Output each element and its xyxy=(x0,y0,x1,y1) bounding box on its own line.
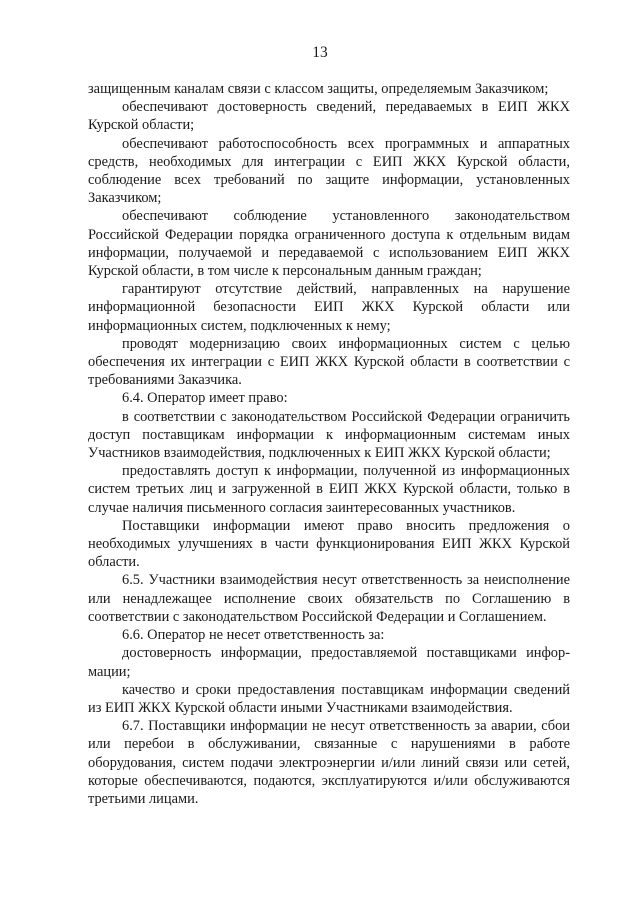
paragraph: качество и сроки предоставления поставщикам информации сведений из ЕИП ЖКХ Курской области иными Участниками взаимодействия. xyxy=(88,681,570,716)
section-6-7: 6.7. Поставщики информации не несут ответственность за аварии, сбои или перебои в обслуживании, связанные с нарушениями в работе оборудования, систем подачи электроэнергии и/или линий связи или сетей, которые обеспечиваются, подаются, эксплуатируются и/или обслуживаются третьими лицами. xyxy=(88,718,570,807)
paragraph: обеспечивают работоспособность всех программных и аппаратных средств, необходимых для интеграции с ЕИП ЖКХ Курской области, соблюдение всех требований по защите информации, установленных Заказчиком; xyxy=(88,135,570,207)
paragraph: гарантируют отсутствие действий, направленных на нарушение информационной безопасности ЕИП ЖКХ Курской области или информационных систем, подключенных к нему; xyxy=(88,281,570,334)
paragraph: достоверность информации, предоставляемой поставщиками информации; xyxy=(88,645,570,680)
paragraph: обеспечивают соблюдение установленного законодательством Российской Федерации порядка ограниченного доступа к отдельным видам информации, получаемой и передаваемой с использованием ЕИП ЖКХ Курской области, в том числе к персональным данным граждан; xyxy=(88,208,570,280)
paragraph-continuation: защищенным каналам связи с классом защиты, определяемым Заказчиком; xyxy=(88,81,549,97)
body-text xyxy=(88,80,570,808)
paragraph: обеспечивают достоверность сведений, передаваемых в ЕИП ЖКХ Курской области; xyxy=(88,99,570,134)
paragraph: предоставлять доступ к информации, полученной из информационных систем третьих лиц и загруженной в ЕИП ЖКХ Курской области, только в случае наличия письменного согласия заинтересованных участников. xyxy=(88,463,570,516)
paragraph: Поставщики информации имеют право вносить предложения о необходимых улучшениях в части функционирования ЕИП ЖКХ Курской области. xyxy=(88,517,570,571)
paragraph: проводят модернизацию своих информационных систем с целью обеспечения их интеграции с ЕИП ЖКХ Курской области в соответствии с требованиями Заказчика. xyxy=(88,335,570,389)
section-6-5: 6.5. Участники взаимодействия несут ответственность за неисполнение или ненадлежащее исполнение своих обязательств по Соглашению в соответствии с законодательством Российской Федерации и Соглашением. xyxy=(88,572,570,625)
paragraph: в соответствии с законодательством Российской Федерации ограничить доступ поставщикам информации к информационным системам иных Участников взаимодействия, подключенных к ЕИП ЖКХ Курской области; xyxy=(88,408,570,462)
page-number: 13 xyxy=(312,44,328,61)
section-heading-6-4: 6.4. Оператор имеет право: xyxy=(122,390,288,407)
section-heading-6-6: 6.6. Оператор не несет ответственность за: xyxy=(122,627,385,644)
